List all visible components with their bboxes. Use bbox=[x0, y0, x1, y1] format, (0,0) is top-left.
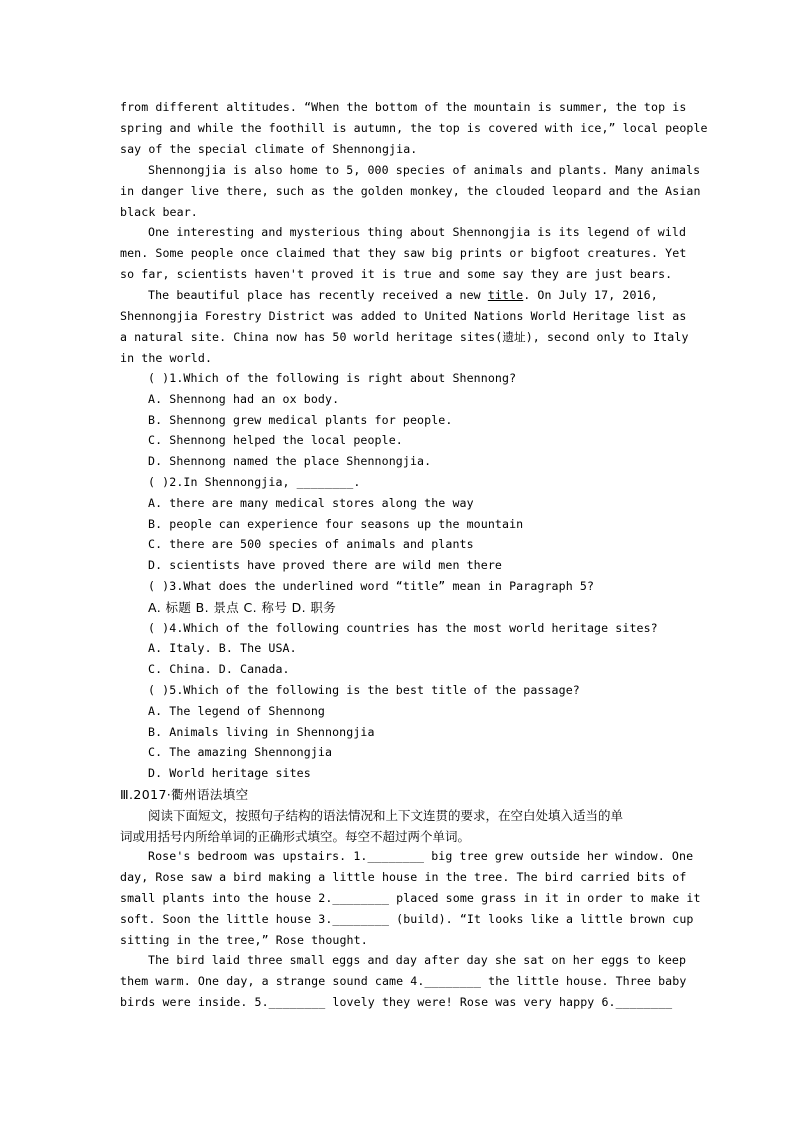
cloze-line: birds were inside. 5.________ lovely they were! Rose was very happy 6.________ bbox=[120, 995, 673, 1009]
question-option: C. there are 500 species of animals and plants bbox=[148, 537, 474, 551]
passage-line: in the world. bbox=[120, 351, 213, 365]
passage-line bbox=[148, 285, 748, 306]
question-options-inline: A. 标题 B. 景点 C. 称号 D. 职务 bbox=[148, 600, 337, 615]
question-stem: ( )3.What does the underlined word “title” mean in Paragraph 5? bbox=[148, 579, 595, 593]
question-option: A. Shennong had an ox body. bbox=[148, 392, 340, 406]
passage-line: Shennongjia is also home to 5, 000 species of animals and plants. Many animals bbox=[148, 163, 701, 177]
question-option: D. scientists have proved there are wild men there bbox=[148, 558, 503, 572]
section-instructions: 阅读下面短文，按照句子结构的语法情况和上下文连贯的要求，在空白处填入适当的单 bbox=[148, 808, 624, 823]
passage-text: The beautiful place has recently received a new bbox=[148, 288, 488, 302]
question-options-inline: A. Italy. B. The USA. bbox=[148, 641, 297, 655]
section-instructions: 词或用括号内所给单词的正确形式填空。每空不超过两个单词。 bbox=[120, 829, 471, 844]
passage-line: spring and while the foothill is autumn, the top is covered with ice,” local people bbox=[120, 121, 708, 135]
passage-line: in danger live there, such as the golden monkey, the clouded leopard and the Asian bbox=[120, 184, 701, 198]
question-stem: ( )4.Which of the following countries has the most world heritage sites? bbox=[148, 621, 658, 635]
passage-line: say of the special climate of Shennongjia. bbox=[120, 142, 418, 156]
question-option: D. Shennong named the place Shennongjia. bbox=[148, 454, 432, 468]
cloze-line: The bird laid three small eggs and day after day she sat on her eggs to keep bbox=[148, 953, 687, 967]
passage-line: men. Some people once claimed that they saw big prints or bigfoot creatures. Yet bbox=[120, 246, 687, 260]
question-option: C. The amazing Shennongjia bbox=[148, 745, 333, 759]
question-option: B. people can experience four seasons up the mountain bbox=[148, 517, 524, 531]
cloze-line: small plants into the house 2.________ placed some grass in it in order to make it bbox=[120, 891, 701, 905]
question-stem: ( )2.In Shennongjia, ________. bbox=[148, 475, 361, 489]
question-option: A. The legend of Shennong bbox=[148, 704, 326, 718]
question-option: B. Animals living in Shennongjia bbox=[148, 725, 375, 739]
passage-line: One interesting and mysterious thing about Shennongjia is its legend of wild bbox=[148, 225, 687, 239]
question-stem: ( )1.Which of the following is right about Shennong? bbox=[148, 371, 517, 385]
cloze-line: day, Rose saw a bird making a little house in the tree. The bird carried bits of bbox=[120, 870, 687, 884]
question-option: B. Shennong grew medical plants for people. bbox=[148, 413, 453, 427]
question-option: D. World heritage sites bbox=[148, 766, 311, 780]
passage-line: Shennongjia Forestry District was added to United Nations World Heritage list as bbox=[120, 309, 687, 323]
passage-text: . On July 17, 2016, bbox=[523, 288, 658, 302]
section-heading: Ⅲ.2017·衢州语法填空 bbox=[120, 787, 249, 802]
cloze-line: them warm. One day, a strange sound came 4.________ the little house. Three baby bbox=[120, 974, 687, 988]
cloze-line: sitting in the tree,” Rose thought. bbox=[120, 933, 368, 947]
cloze-line: Rose's bedroom was upstairs. 1.________ big tree grew outside her window. One bbox=[148, 849, 694, 863]
passage-line: black bear. bbox=[120, 205, 198, 219]
passage-line: from different altitudes. “When the bottom of the mountain is summer, the top is bbox=[120, 100, 687, 114]
passage-line: so far, scientists haven't proved it is true and some say they are just bears. bbox=[120, 267, 673, 281]
question-stem: ( )5.Which of the following is the best title of the passage? bbox=[148, 683, 580, 697]
cloze-line: soft. Soon the little house 3.________ (build). “It looks like a little brown cup bbox=[120, 912, 694, 926]
underlined-word: title bbox=[487, 288, 524, 302]
question-option: A. there are many medical stores along the way bbox=[148, 496, 474, 510]
passage-line: a natural site. China now has 50 world heritage sites(遗址), second only to Italy bbox=[120, 330, 689, 344]
question-option: C. Shennong helped the local people. bbox=[148, 433, 403, 447]
question-options-inline: C. China. D. Canada. bbox=[148, 662, 290, 676]
